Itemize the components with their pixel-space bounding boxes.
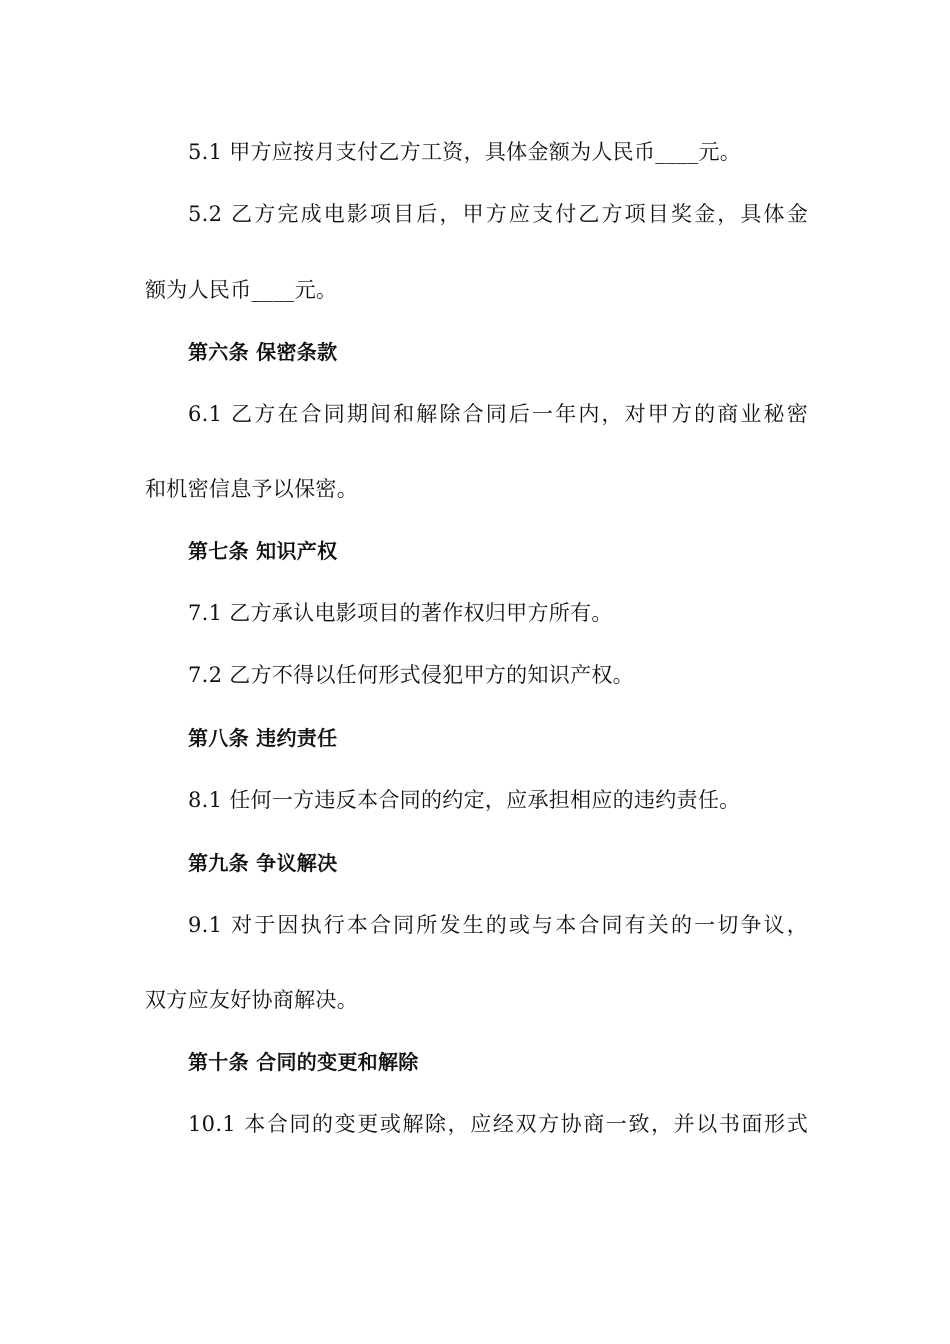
clause-7-1: 7.1 乙方承认电影项目的著作权归甲方所有。 xyxy=(188,601,613,625)
article-6-heading: 第六条 保密条款 xyxy=(188,340,338,364)
clause-10-1-line-1: 10.1 本合同的变更或解除，应经双方协商一致，并以书面形式 xyxy=(188,1112,808,1136)
clause-5-2-line-1: 5.2 乙方完成电影项目后，甲方应支付乙方项目奖金，具体金 xyxy=(188,202,808,226)
clause-9-1-line-2: 双方应友好协商解决。 xyxy=(145,988,358,1012)
clause-6-1-line-1: 6.1 乙方在合同期间和解除合同后一年内，对甲方的商业秘密 xyxy=(188,402,808,426)
clause-9-1-line-1: 9.1 对于因执行本合同所发生的或与本合同有关的一切争议， xyxy=(188,913,808,937)
article-9-heading: 第九条 争议解决 xyxy=(188,851,338,875)
clause-6-1-line-2: 和机密信息予以保密。 xyxy=(145,477,358,501)
clause-7-2: 7.2 乙方不得以任何形式侵犯甲方的知识产权。 xyxy=(188,663,634,687)
clause-5-1: 5.1 甲方应按月支付乙方工资，具体金额为人民币____元。 xyxy=(188,140,742,164)
clause-8-1: 8.1 任何一方违反本合同的约定，应承担相应的违约责任。 xyxy=(188,788,741,812)
article-7-heading: 第七条 知识产权 xyxy=(188,539,338,563)
article-8-heading: 第八条 违约责任 xyxy=(188,726,338,750)
article-10-heading: 第十条 合同的变更和解除 xyxy=(188,1050,419,1074)
clause-5-2-line-2: 额为人民币____元。 xyxy=(145,278,338,302)
